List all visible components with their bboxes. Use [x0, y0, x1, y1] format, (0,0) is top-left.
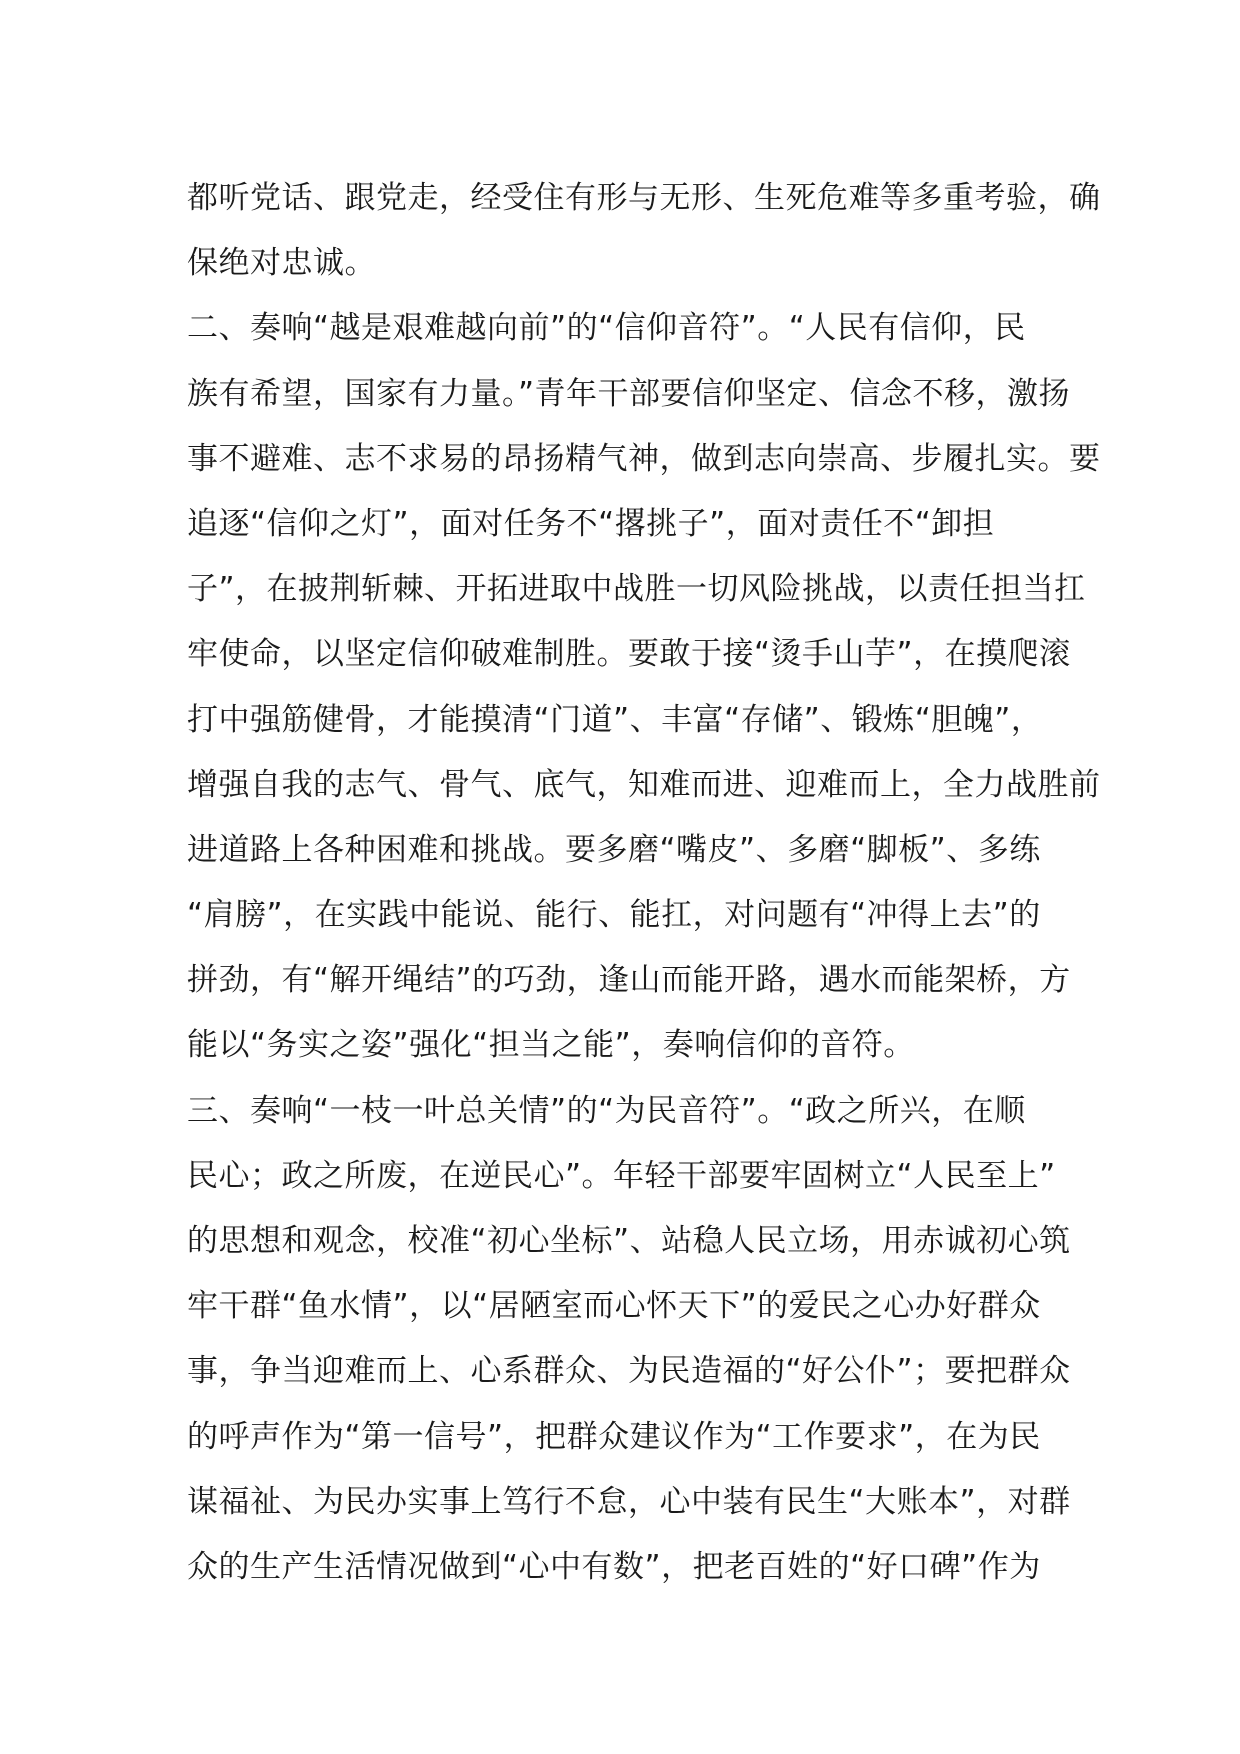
- text-line: 事不避难、志不求易的昂扬精气神，做到志向崇高、步履扎实。要: [187, 440, 1101, 477]
- text-line: 增强自我的志气、骨气、底气，知难而进、迎难而上，全力战胜前: [187, 766, 1101, 803]
- text-line: “肩膀”，在实践中能说、能行、能扛，对问题有“冲得上去”的: [187, 897, 1041, 934]
- body-text: [187, 166, 1101, 1600]
- text-line: 三、奏响“一枝一叶总关情”的“为民音符”。“政之所兴，在顺: [187, 1092, 1026, 1129]
- text-line: 牢干群“鱼水情”，以“居陋室而心怀天下”的爱民之心办好群众: [187, 1288, 1041, 1325]
- text-line: 事，争当迎难而上、心系群众、为民造福的“好公仆”；要把群众: [187, 1353, 1071, 1390]
- text-line: 能以“务实之姿”强化“担当之能”，奏响信仰的音符。: [187, 1027, 915, 1064]
- text-line: 民心；政之所废，在逆民心”。年轻干部要牢固树立“人民至上”: [187, 1157, 1056, 1194]
- text-line: 的呼声作为“第一信号”，把群众建议作为“工作要求”，在为民: [187, 1418, 1041, 1455]
- text-line: 拼劲，有“解开绳结”的巧劲，逢山而能开路，遇水而能架桥，方: [187, 962, 1071, 999]
- text-line: 众的生产生活情况做到“心中有数”，把老百姓的“好口碑”作为: [187, 1548, 1041, 1585]
- text-line: 子”，在披荆斩棘、开拓进取中战胜一切风险挑战，以责任担当扛: [187, 571, 1086, 608]
- text-line: 进道路上各种困难和挑战。要多磨“嘴皮”、多磨“脚板”、多练: [187, 831, 1041, 868]
- text-line: 保绝对忠诚。: [187, 245, 376, 282]
- text-line: 谋福祉、为民办实事上笃行不怠，心中装有民生“大账本”，对群: [187, 1483, 1071, 1520]
- text-line: 都听党话、跟党走，经受住有形与无形、生死危难等多重考验，确: [187, 180, 1101, 216]
- text-line: 二、奏响“越是艰难越向前”的“信仰音符”。“人民有信仰，民: [187, 310, 1026, 347]
- text-line: 追逐“信仰之灯”，面对任务不“撂挑子”，面对责任不“卸担: [187, 505, 995, 542]
- text-line: 牢使命，以坚定信仰破难制胜。要敢于接“烫手山芋”，在摸爬滚: [187, 636, 1071, 673]
- text-line: 族有希望，国家有力量。”青年干部要信仰坚定、信念不移，激扬: [187, 375, 1071, 412]
- text-line: 的思想和观念，校准“初心坐标”、站稳人民立场，用赤诚初心筑: [187, 1223, 1071, 1259]
- text-line: 打中强筋健骨，才能摸清“门道”、丰富“存储”、锻炼“胆魄”，: [187, 701, 1043, 738]
